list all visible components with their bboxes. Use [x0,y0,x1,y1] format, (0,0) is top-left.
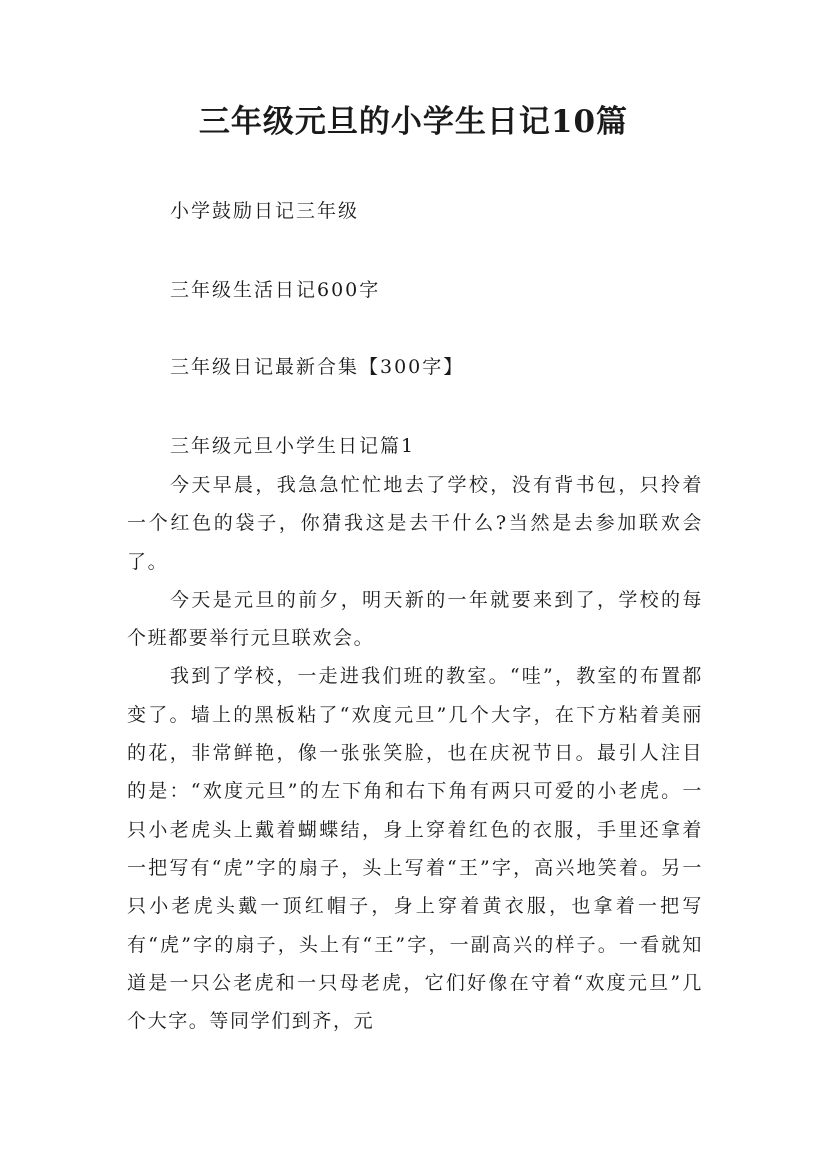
related-link-2[interactable]: 三年级生活日记600字 [170,279,381,301]
paragraph-2: 今天是元旦的前夕，明天新的一年就要来到了，学校的每个班都要举行元旦联欢会。 [127,588,703,650]
related-link-1[interactable]: 小学鼓励日记三年级 [170,200,360,222]
paragraph-1: 今天早晨，我急急忙忙地去了学校，没有背书包，只拎着一个红色的袋子，你猜我这是去干什么?当然是去参加联欢会了。 [127,474,703,573]
section-heading: 三年级元旦小学生日记篇1 [170,435,416,457]
paragraph-3: 我到了学校，一走进我们班的教室。“哇”，教室的布置都变了。墙上的黑板粘了“欢度元旦”几个大字，在下方粘着美丽的花，非常鲜艳，像一张张笑脸，也在庆祝节日。最引人注目的是：“欢度元旦”的左下角和右下角有两只可爱的小老虎。一只小老虎头上戴着蝴蝶结，身上穿着红色的衣服，手里还拿着一把写有“虎”字的扇子，头上写着“王”字，高兴地笑着。另一只小老虎头戴一顶红帽子，身上穿着黄衣服，也拿着一把写有“虎”字的扇子，头上有“王”字，一副高兴的样子。一看就知道是一只公老虎和一只母老虎，它们好像在守着“欢度元旦”几个大字。等同学们到齐，元 [127,665,703,1033]
article-body [127,466,703,1040]
related-link-3[interactable]: 三年级日记最新合集【300字】 [170,356,465,378]
document-title: 三年级元旦的小学生日记10篇 [198,104,629,140]
